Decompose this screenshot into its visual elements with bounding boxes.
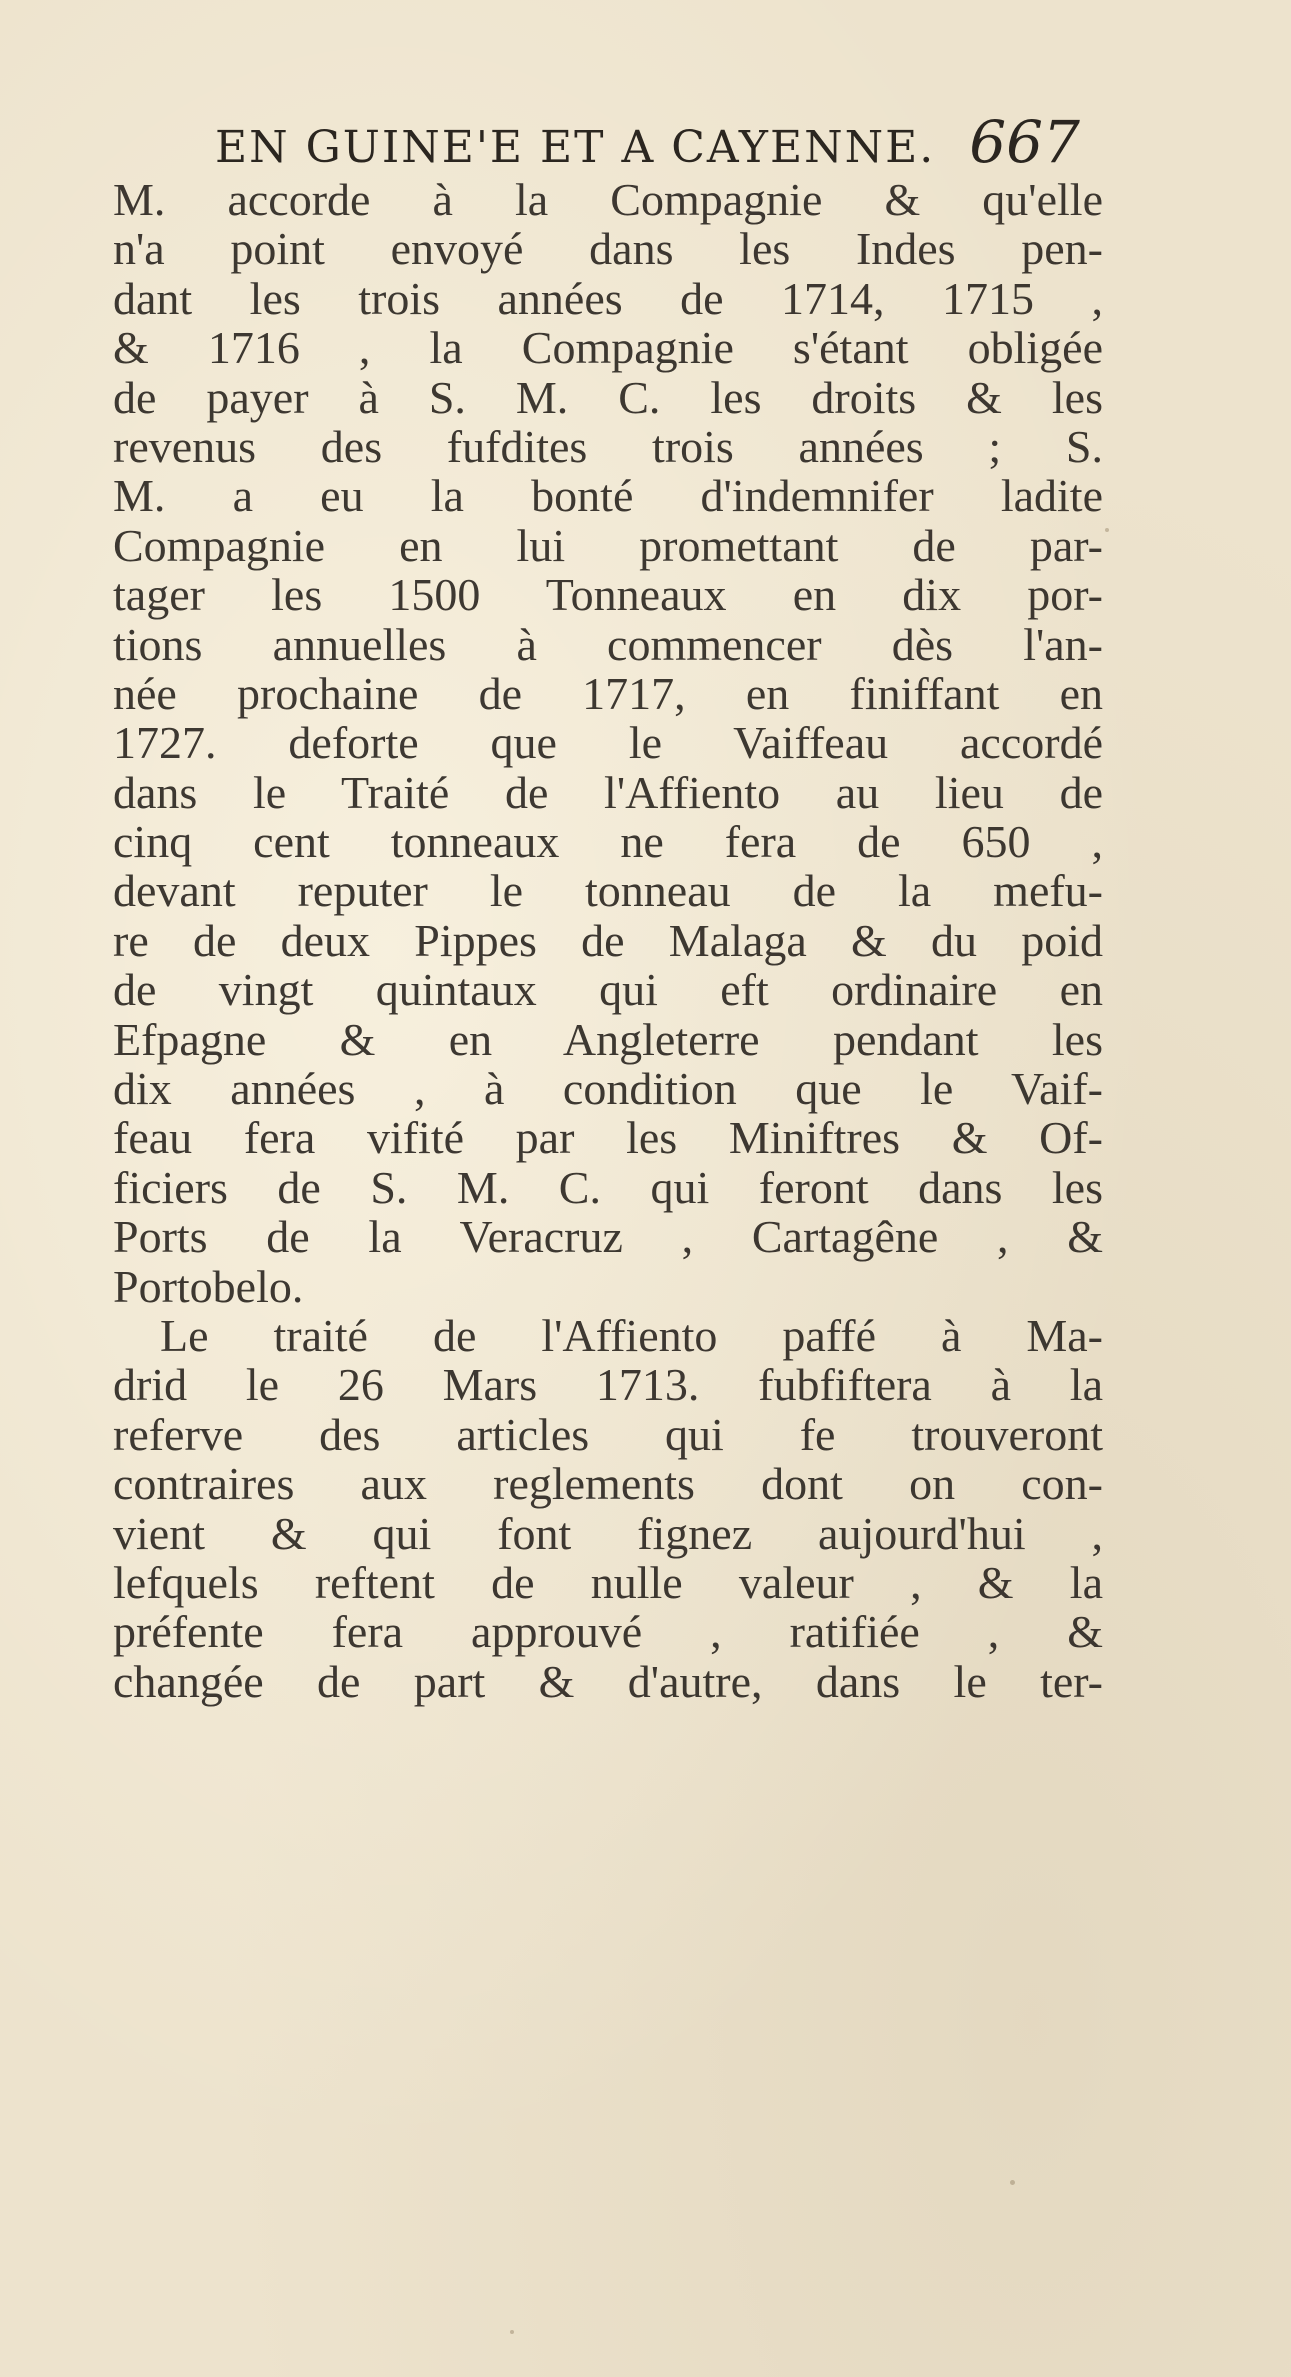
text-line: ficiers de S. M. C. qui feront dans les <box>113 1161 1103 1213</box>
text-line: lefquels reftent de nulle valeur , & la <box>113 1556 1103 1608</box>
text-line: tager les 1500 Tonneaux en dix por- <box>113 569 1103 621</box>
text-line: dix années , à condition que le Vaif- <box>113 1063 1103 1115</box>
text-line: née prochaine de 1717, en finiffant en <box>113 667 1103 719</box>
text-line: dant les trois années de 1714, 1715 , <box>113 272 1103 324</box>
paper-speck <box>1105 528 1109 532</box>
text-line: de payer à S. M. C. les droits & les <box>113 371 1103 423</box>
text-line: n'a point envoyé dans les Indes pen- <box>113 223 1103 275</box>
text-line: vient & qui font fignez aujourd'hui , <box>113 1507 1103 1559</box>
text-line: cinq cent tonneaux ne fera de 650 , <box>113 816 1103 868</box>
text-line: dans le Traité de l'Affiento au lieu de <box>113 766 1103 818</box>
text-line: préfente fera approuvé , ratifiée , & <box>113 1606 1103 1658</box>
text-line: M. a eu la bonté d'indemnifer ladite <box>113 470 1103 522</box>
body-text <box>113 175 1103 1706</box>
text-line: Le traité de l'Affiento paffé à Ma- <box>160 1309 1103 1361</box>
text-line: contraires aux reglements dont on con- <box>113 1458 1103 1510</box>
text-line: Ports de la Veracruz , Cartagêne , & <box>113 1211 1103 1263</box>
paper-speck <box>1010 2180 1015 2185</box>
text-line: & 1716 , la Compagnie s'étant obligée <box>113 322 1103 374</box>
text-line: tions annuelles à commencer dès l'an- <box>113 618 1103 670</box>
page-header <box>215 108 1115 178</box>
running-head: EN GUINE'E ET A CAYENNE. <box>215 122 936 173</box>
text-line: Compagnie en lui promettant de par- <box>113 519 1103 571</box>
text-line: re de deux Pippes de Malaga & du poid <box>113 914 1103 966</box>
text-line: drid le 26 Mars 1713. fubfiftera à la <box>113 1359 1103 1411</box>
text-line: referve des articles qui fe trouveront <box>113 1408 1103 1460</box>
text-line: M. accorde à la Compagnie & qu'elle <box>113 174 1103 225</box>
paper-speck <box>510 2330 514 2334</box>
text-line: de vingt quintaux qui eft ordinaire en <box>113 964 1103 1016</box>
text-line: Portobelo. <box>113 1260 304 1312</box>
text-line: devant reputer le tonneau de la mefu- <box>113 865 1103 917</box>
text-line: feau fera vifité par les Miniftres & Of- <box>113 1112 1103 1164</box>
text-line: Efpagne & en Angleterre pendant les <box>113 1013 1103 1065</box>
text-line: 1727. deforte que le Vaiffeau accordé <box>113 717 1103 769</box>
text-line: revenus des fufdites trois années ; S. <box>113 420 1103 472</box>
text-line: changée de part & d'autre, dans le ter- <box>113 1655 1103 1707</box>
page-number: 667 <box>969 108 1080 176</box>
